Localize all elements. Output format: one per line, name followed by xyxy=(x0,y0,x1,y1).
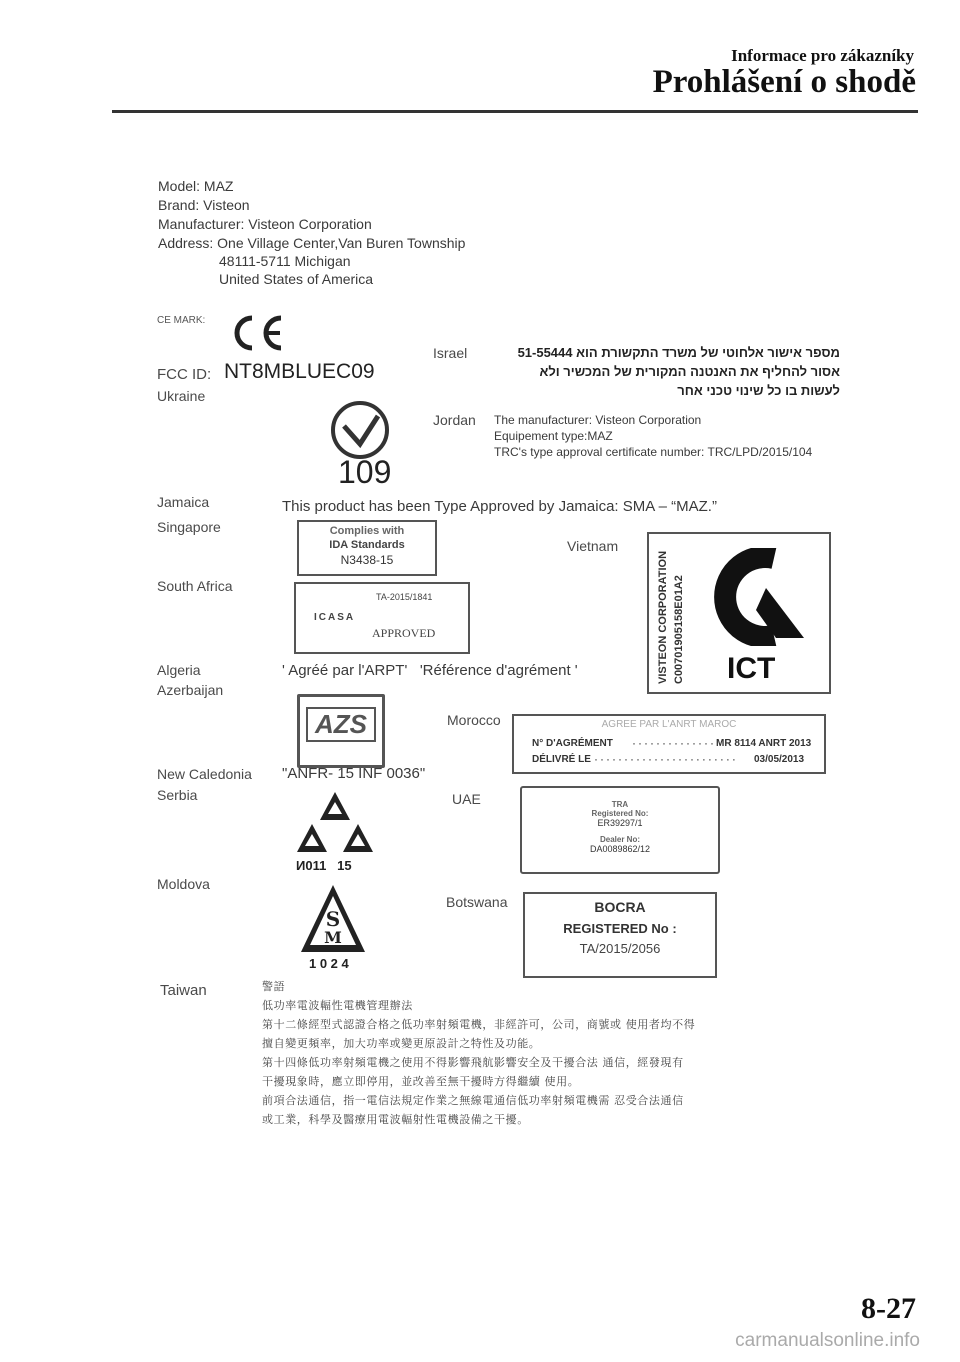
serbia-code: И011 15 xyxy=(296,858,352,873)
taiwan-line-1: 低功率電波輻性電機管理辦法 xyxy=(262,999,413,1012)
ce-mark-label: CE MARK: xyxy=(157,315,206,326)
header-divider xyxy=(112,110,918,113)
brand-line: Brand: Visteon xyxy=(158,197,250,213)
south-africa-icasa-box xyxy=(294,582,470,654)
morocco-agrement-number: MR 8114 ANRT 2013 xyxy=(716,738,812,749)
model-line: Model: MAZ xyxy=(158,178,234,194)
jordan-line-1: The manufacturer: Visteon Corporation xyxy=(494,413,702,427)
jamaica-label: Jamaica xyxy=(157,494,210,510)
ukraine-label: Ukraine xyxy=(157,388,206,404)
algeria-text: ' Agréé par l'ARPT' 'Référence d'agrément ' xyxy=(282,662,578,679)
morocco-agrement-label: N° D'AGRÉMENT xyxy=(532,738,613,749)
svg-text:S: S xyxy=(325,907,341,931)
singapore-ida: IDA Standards xyxy=(329,539,405,551)
singapore-label: Singapore xyxy=(157,519,221,535)
address-line-3: United States of America xyxy=(219,271,374,287)
taiwan-line-3: 擅自變更頻率，加大功率或變更原設計之特性及功能。 xyxy=(262,1037,541,1050)
watermark: carmanualsonline.info xyxy=(735,1330,920,1351)
address-line-1: Address: One Village Center,Van Buren Township xyxy=(158,235,466,251)
ce-mark-icon xyxy=(226,312,286,354)
vietnam-ict-text: ICT xyxy=(727,652,776,685)
page-number: 8-27 xyxy=(861,1292,916,1325)
vietnam-ict-box xyxy=(647,532,831,694)
ukraine-number: 109 xyxy=(338,454,392,490)
fcc-id-value: NT8MBLUEC09 xyxy=(224,360,375,383)
moldova-number: 1 0 2 4 xyxy=(309,956,349,971)
taiwan-line-7: 或工業，科學及醫療用電波輻射性電機設備之干擾。 xyxy=(262,1113,529,1126)
uae-dealer-number: DA0089862/12 xyxy=(589,844,651,854)
svg-text:M: M xyxy=(324,928,342,947)
new-caledonia-label: New Caledonia xyxy=(157,766,252,782)
ukraine-conformity-icon xyxy=(328,398,392,462)
singapore-ida-box xyxy=(297,520,437,576)
israel-line-1: מספר אישור אלחוטי של משרד התקשורת הוא 51-55444 xyxy=(517,345,840,360)
moldova-sm-icon xyxy=(298,882,368,956)
icasa-logo: ICASA xyxy=(314,612,356,623)
vietnam-ict-icon xyxy=(704,548,814,646)
jamaica-text: This product has been Type Approved by Jamaica: SMA – “MAZ.” xyxy=(282,498,717,515)
botswana-registered-number: TA/2015/2056 xyxy=(579,941,661,956)
taiwan-line-0: 警語 xyxy=(262,980,286,993)
israel-line-3: לעשות בו כל שינוי טכני אחר xyxy=(677,383,840,398)
serbia-label: Serbia xyxy=(157,787,198,803)
manufacturer-line: Manufacturer: Visteon Corporation xyxy=(158,216,372,232)
uae-label: UAE xyxy=(452,791,481,807)
morocco-anrt-box xyxy=(512,714,826,774)
taiwan-line-5: 干擾現象時，應立即停用，並改善至無干擾時方得繼續 使用。 xyxy=(262,1075,580,1088)
new-caledonia-text: "ANFR- 15 INF 0036" xyxy=(282,765,426,782)
morocco-date: 03/05/2013 xyxy=(754,754,805,765)
morocco-dots-1: ·············· xyxy=(632,736,716,750)
singapore-complies: Complies with xyxy=(329,525,405,537)
morocco-label: Morocco xyxy=(447,712,501,728)
jordan-line-2: Equipement type:MAZ xyxy=(494,429,613,443)
uae-tra: TRA xyxy=(611,800,629,809)
page-title: Prohlášení o shodě xyxy=(652,64,916,100)
uae-registered-label: Registered No: xyxy=(591,809,649,818)
botswana-registered-label: REGISTERED No : xyxy=(563,921,677,936)
morocco-dots-2: ························ xyxy=(594,752,738,766)
uae-tra-box xyxy=(520,786,720,874)
vietnam-side-2: C00701905158E01A2 xyxy=(673,575,685,684)
section-subtitle: Informace pro zákazníky xyxy=(731,46,914,65)
singapore-number: N3438-15 xyxy=(340,553,394,567)
address-line-2: 48111-5711 Michigan xyxy=(219,253,351,269)
morocco-delivre-label: DÉLIVRÉ LE xyxy=(532,754,591,765)
algeria-label: Algeria xyxy=(157,662,201,678)
azs-logo-text: AZS xyxy=(306,707,376,742)
south-africa-approved: APPROVED xyxy=(372,626,436,640)
botswana-label: Botswana xyxy=(446,894,508,910)
taiwan-line-2: 第十二條經型式認證合格之低功率射頻電機，非經許可，公司，商號或 使用者均不得 xyxy=(262,1018,696,1031)
jordan-line-3: TRC's type approval certificate number: TRC/LPD/2015/104 xyxy=(494,445,813,459)
taiwan-line-6: 前項合法通信，指一電信法規定作業之無線電通信低功率射頻電機需 忍受合法通信 xyxy=(262,1094,684,1107)
south-africa-label: South Africa xyxy=(157,578,233,594)
fcc-id-label: FCC ID: xyxy=(157,366,212,383)
israel-label: Israel xyxy=(433,345,468,361)
uae-dealer-label: Dealer No: xyxy=(599,835,640,844)
moldova-label: Moldova xyxy=(157,876,210,892)
botswana-bocra-box xyxy=(523,892,717,978)
botswana-bocra: BOCRA xyxy=(594,899,646,915)
taiwan-label: Taiwan xyxy=(160,982,207,999)
morocco-head: AGREE PAR L'ANRT MAROC xyxy=(601,719,737,730)
uae-registered-number: ER39297/1 xyxy=(597,818,643,828)
vietnam-side-1: VISTEON CORPORATION xyxy=(657,550,669,684)
serbia-conformity-icon xyxy=(292,790,378,856)
jordan-label: Jordan xyxy=(433,412,476,428)
azerbaijan-label: Azerbaijan xyxy=(157,682,224,698)
taiwan-line-4: 第十四條低功率射頻電機之使用不得影響飛航影響安全及干擾合法 通信，經發現有 xyxy=(262,1056,684,1069)
vietnam-label: Vietnam xyxy=(567,538,619,554)
azerbaijan-azs-mark xyxy=(297,694,385,768)
south-africa-number: TA-2015/1841 xyxy=(376,592,433,602)
israel-line-2: אסור להחליף את האנטנה המקורית של המכשיר ולא xyxy=(539,364,840,379)
